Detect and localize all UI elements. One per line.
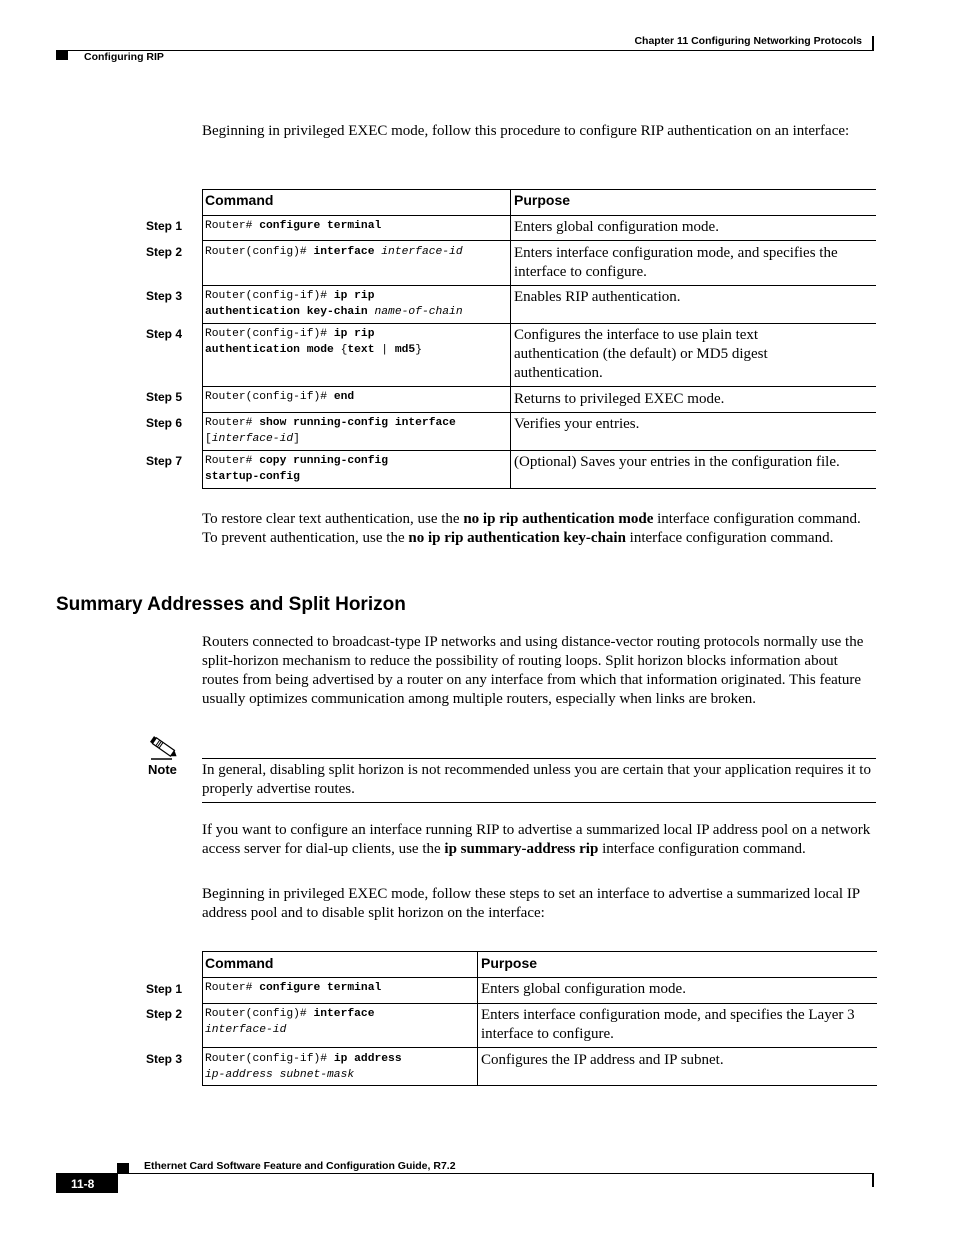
command-argument: ip-address subnet-mask — [205, 1069, 355, 1081]
table1-row-border — [202, 285, 876, 286]
command-cell — [205, 218, 381, 234]
command-option: md5 — [394, 344, 416, 356]
table1-left-border — [202, 189, 203, 489]
command-cell — [205, 326, 422, 358]
table2-header-command: Command — [205, 955, 274, 971]
purpose-cell: (Optional) Saves your entries in the configuration file. — [514, 454, 840, 470]
command-keyword: authentication mode — [205, 344, 334, 356]
purpose-cell: Enters global configuration mode. — [481, 981, 686, 997]
paragraph-text: interface configuration command. — [625, 530, 834, 546]
purpose-cell: Configures the IP address and IP subnet. — [481, 1052, 724, 1068]
table2-header-purpose: Purpose — [481, 955, 538, 971]
command-keyword: interface — [313, 1008, 375, 1020]
table1-header-purpose: Purpose — [514, 192, 571, 208]
table1-top-border — [202, 189, 876, 190]
note-label: Note — [148, 762, 177, 777]
command-keyword: copy running-config — [259, 455, 389, 467]
table2-row-border — [202, 1003, 877, 1004]
note-pencil-icon — [148, 735, 180, 761]
summary-address-paragraph — [202, 821, 876, 859]
step-label: Step 5 — [146, 390, 183, 404]
command-keyword: end — [333, 391, 355, 403]
prompt-text: Router# — [205, 220, 260, 232]
note-bottom-rule — [202, 802, 876, 803]
step-label: Step 2 — [146, 245, 183, 259]
table1-header-command: Command — [205, 192, 274, 208]
section-title: Summary Addresses and Split Horizon — [56, 594, 406, 615]
bracket: [ — [205, 433, 212, 445]
table1-bottom-border — [202, 488, 876, 489]
command-name: no ip rip authentication mode — [463, 511, 654, 527]
header-rule-right — [872, 36, 874, 50]
prompt-text: Router# — [205, 455, 260, 467]
purpose-cell: Returns to privileged EXEC mode. — [514, 391, 725, 407]
prompt-text: Router# — [205, 417, 260, 429]
prompt-text: Router# — [205, 982, 260, 994]
chapter-header: Chapter 11 Configuring Networking Protocols — [634, 35, 862, 47]
command-cell — [205, 244, 463, 260]
step-label: Step 4 — [146, 327, 183, 341]
prompt-text: Router(config-if)# — [205, 328, 334, 340]
table2-col-divider — [477, 951, 478, 1086]
command-option: text — [347, 344, 375, 356]
step-label: Step 1 — [146, 982, 183, 996]
brace: { — [340, 344, 348, 356]
purpose-cell: Verifies your entries. — [514, 416, 640, 432]
table1-row-border — [202, 386, 876, 387]
prompt-text: Router(config)# — [205, 246, 314, 258]
brace: } — [415, 344, 422, 356]
command-keyword: show running-config interface — [259, 417, 456, 429]
section-header: Configuring RIP — [84, 51, 164, 63]
command-argument: interface-id — [205, 1024, 287, 1036]
step-label: Step 6 — [146, 416, 183, 430]
command-keyword: ip rip — [333, 328, 375, 340]
table1-header-border — [202, 215, 876, 216]
header-rule — [56, 50, 874, 51]
command-cell — [205, 415, 456, 447]
paragraph-text: interface configuration command. To prevent authentication, use the — [202, 511, 861, 546]
paragraph-text: If you want to configure an interface running RIP to advertise a summarized local IP address pool on a network access server for dial-up clients, use the — [202, 822, 871, 857]
prompt-text: Router(config-if)# — [205, 1053, 334, 1065]
command-keyword: startup-config — [205, 471, 300, 483]
intro-paragraph-1: Beginning in privileged EXEC mode, follow this procedure to configure RIP authentication on an interface: — [202, 123, 850, 139]
command-keyword: authentication key-chain — [205, 306, 368, 318]
table1-row-border — [202, 450, 876, 451]
purpose-cell: Enters interface configuration mode, and specifies the interface to configure. — [514, 245, 838, 280]
command-cell — [205, 288, 463, 320]
paragraph-text: To restore clear text authentication, use the — [202, 511, 464, 527]
footer-rule-right — [872, 1174, 874, 1187]
command-name: ip summary-address rip — [444, 841, 599, 857]
command-name: no ip rip authentication key-chain — [408, 530, 626, 546]
command-argument: interface-id — [381, 246, 463, 258]
purpose-cell: Configures the interface to use plain text authentication (the default) or MD5 digest authentication. — [514, 327, 768, 381]
footer-rule — [56, 1173, 874, 1174]
command-cell — [205, 389, 354, 405]
table1-col-divider — [510, 189, 511, 489]
step-label: Step 2 — [146, 1007, 183, 1021]
purpose-cell: Enters global configuration mode. — [514, 219, 719, 235]
purpose-cell: Enables RIP authentication. — [514, 289, 681, 305]
command-keyword: interface — [313, 246, 375, 258]
table2-bottom-border — [202, 1085, 877, 1086]
command-argument: name-of-chain — [374, 306, 463, 318]
table2-header-border — [202, 977, 877, 978]
page-number: 11-8 — [71, 1177, 95, 1191]
command-argument: interface-id — [211, 433, 294, 445]
bracket: ] — [293, 433, 300, 445]
split-horizon-paragraph: Routers connected to broadcast-type IP networks and using distance-vector routing protocols normally use the split-horizon mechanism to reduce the possibility of routing loops. Split horizon blocks information about routes from being advertised by a router on any interface from which that information originated. This feature usually optimizes communication among multiple routers, especially when links are broken. — [202, 634, 864, 707]
command-cell — [205, 980, 381, 996]
prompt-text: Router(config-if)# — [205, 391, 334, 403]
table2-top-border — [202, 951, 877, 952]
intro-paragraph-2: Beginning in privileged EXEC mode, follow these steps to set an interface to advertise a summarized local IP address pool and to disable split horizon on the interface: — [202, 886, 860, 921]
step-label: Step 1 — [146, 219, 183, 233]
purpose-cell: Enters interface configuration mode, and specifies the Layer 3 interface to configure. — [481, 1007, 855, 1042]
option-separator: | — [381, 344, 389, 356]
header-section-marker — [56, 50, 68, 60]
table1-row-border — [202, 240, 876, 241]
command-cell — [205, 1006, 374, 1038]
command-keyword: ip address — [333, 1053, 402, 1065]
footer-marker — [117, 1163, 129, 1173]
prompt-text: Router(config-if)# — [205, 290, 334, 302]
prompt-text: Router(config)# — [205, 1008, 314, 1020]
table1-row-border — [202, 412, 876, 413]
paragraph-text: interface configuration command. — [598, 841, 806, 857]
note-top-rule — [202, 758, 876, 759]
command-cell — [205, 1051, 402, 1083]
step-label: Step 3 — [146, 1052, 183, 1066]
table2-row-border — [202, 1047, 877, 1048]
footer-title: Ethernet Card Software Feature and Configuration Guide, R7.2 — [144, 1160, 456, 1172]
table1-row-border — [202, 323, 876, 324]
command-keyword: configure terminal — [259, 220, 382, 232]
command-cell — [205, 453, 388, 485]
restore-paragraph — [202, 510, 874, 548]
command-keyword: configure terminal — [259, 982, 382, 994]
step-label: Step 3 — [146, 289, 183, 303]
step-label: Step 7 — [146, 454, 183, 468]
table2-left-border — [202, 951, 203, 1086]
note-text: In general, disabling split horizon is not recommended unless you are certain that your application requires it to properly advertise routes. — [202, 762, 871, 797]
command-keyword: ip rip — [333, 290, 375, 302]
